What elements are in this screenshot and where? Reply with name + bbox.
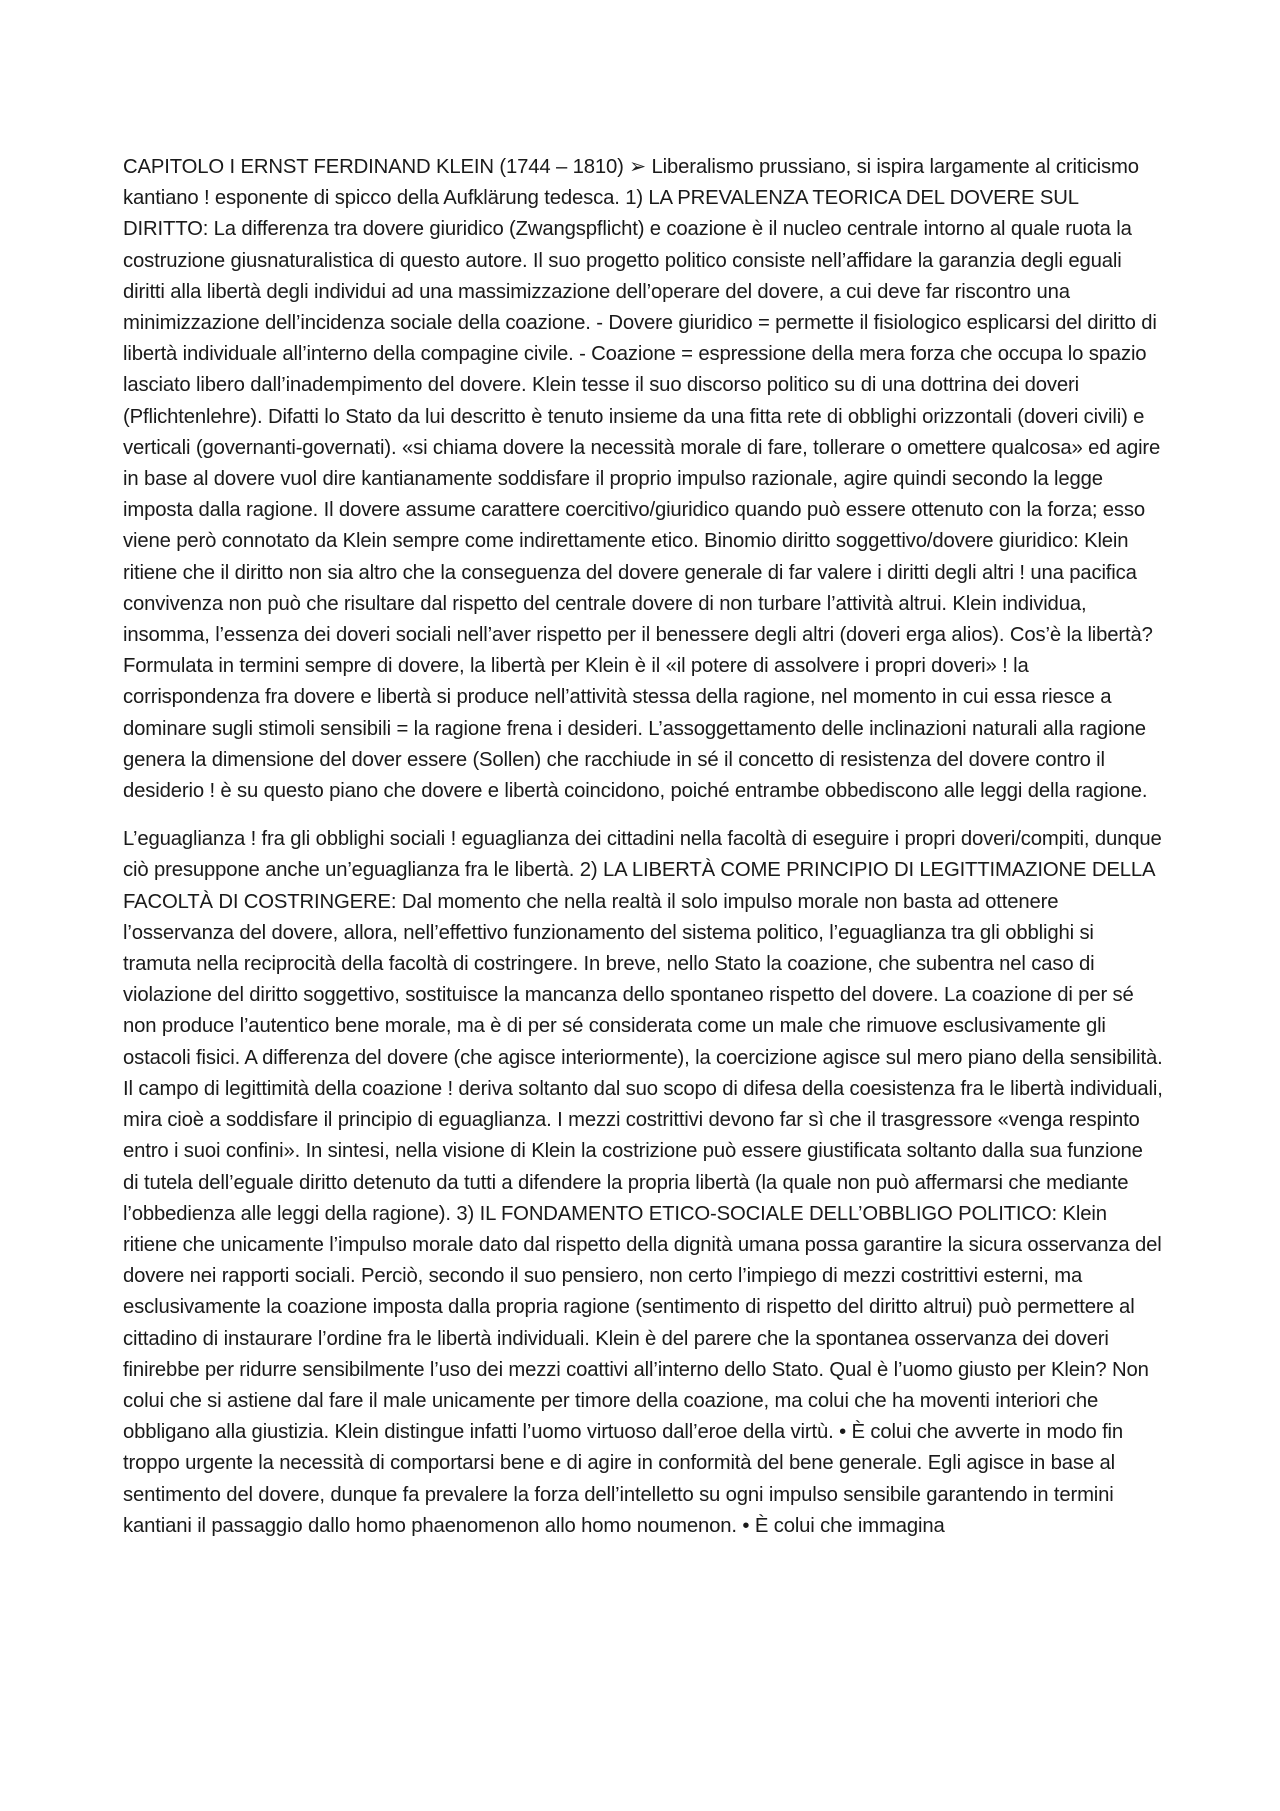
paragraph-1: CAPITOLO I ERNST FERDINAND KLEIN (1744 – 1810) ➢ Liberalismo prussiano, si ispira largamente al criticismo kantiano ! esponente di spicco della Aufklärung tedesca. 1) LA PREVALENZA TEORICA DEL DOVERE SUL DIRITTO: La differenza tra dovere giuridico (Zwangspflicht) e coazione è il nucleo centrale intorno al quale ruota la costruzione giusnaturalistica di questo autore. Il suo progetto politico consiste nell’affidare la garanzia degli eguali diritti alla libertà degli individui ad una massimizzazione dell’operare del dovere, a cui deve far riscontro una minimizzazione dell’incidenza sociale della coazione. - Dovere giuridico = permette il fisiologico esplicarsi del diritto di libertà individuale all’interno della compagine civile. - Coazione = espressione della mera forza che occupa lo spazio lasciato libero dall’inadempimento del dovere. Klein tesse il suo discorso politico su di una dottrina dei doveri (Pflichtenlehre). Difatti lo Stato da lui descritto è tenuto insieme da una fitta rete di obblighi orizzontali (doveri civili) e verticali (governanti-governati). «si chiama dovere la necessità morale di fare, tollerare o omettere qualcosa» ed agire in base al dovere vuol dire kantianamente soddisfare il proprio impulso razionale, agire quindi secondo la legge imposta dalla ragione. Il dovere assume carattere coercitivo/giuridico quando può essere ottenuto con la forza; esso viene però connotato da Klein sempre come indirettamente etico. Binomio diritto soggettivo/dovere giuridico: Klein ritiene che il diritto non sia altro che la conseguenza del dovere generale di far valere i diritti degli altri ! una pacifica convivenza non può che risultare dal rispetto del centrale dovere di non turbare l’attività altrui. Klein individua, insomma, l’essenza dei doveri sociali nell’aver rispetto per il benessere degli altri (doveri erga alios). Cos’è la libertà? Formulata in termini sempre di dovere, la libertà per Klein è il «il potere di assolvere i propri doveri» ! la corrispondenza fra dovere e libertà si produce nell’attività stessa della ragione, nel momento in cui essa riesce a dominare sugli stimoli sensibili = la ragione frena i desideri. L’assoggettamento delle inclinazioni naturali alla ragione genera la dimensione del dover essere (Sollen) che racchiude in sé il concetto di resistenza del dovere contro il desiderio ! è su questo piano che dovere e libertà coincidono, poiché entrambe obbediscono alle leggi della ragione. [123, 156, 1161, 803]
document-body [123, 152, 1163, 1542]
paragraph-2: L’eguaglianza ! fra gli obblighi sociali ! eguaglianza dei cittadini nella facoltà di eseguire i propri doveri/compiti, dunque ciò presuppone anche un’eguaglianza fra le libertà. 2) LA LIBERTÀ COME PRINCIPIO DI LEGITTIMAZIONE DELLA FACOLTÀ DI COSTRINGERE: Dal momento che nella realtà il solo impulso morale non basta ad ottenere l’osservanza del dovere, allora, nell’effettivo funzionamento del sistema politico, l’eguaglianza tra gli obblighi si tramuta nella reciprocità della facoltà di costringere. In breve, nello Stato la coazione, che subentra nel caso di violazione del diritto soggettivo, sostituisce la mancanza dello spontaneo rispetto del dovere. La coazione di per sé non produce l’autentico bene morale, ma è di per sé considerata come un male che rimuove esclusivamente gli ostacoli fisici. A differenza del dovere (che agisce interiormente), la coercizione agisce sul mero piano della sensibilità. Il campo di legittimità della coazione ! deriva soltanto dal suo scopo di difesa della coesistenza fra le libertà individuali, mira cioè a soddisfare il principio di eguaglianza. I mezzi costrittivi devono far sì che il trasgressore «venga respinto entro i suoi confini». In sintesi, nella visione di Klein la costrizione può essere giustificata soltanto dalla sua funzione di tutela dell’eguale diritto detenuto da tutti a difendere la propria libertà (la quale non può affermarsi che mediante l’obbedienza alle leggi della ragione). 3) IL FONDAMENTO ETICO-SOCIALE DELL’OBBLIGO POLITICO: Klein ritiene che unicamente l’impulso morale dato dal rispetto della dignità umana possa garantire la sicura osservanza del dovere nei rapporti sociali. Perciò, secondo il suo pensiero, non certo l’impiego di mezzi costrittivi esterni, ma esclusivamente la coazione imposta dalla propria ragione (sentimento di rispetto del diritto altrui) può permettere al cittadino di instaurare l’ordine fra le libertà individuali. Klein è del parere che la spontanea osservanza dei doveri finirebbe per ridurre sensibilmente l’uso dei mezzi coattivi all’interno dello Stato. Qual è l’uomo giusto per Klein? Non colui che si astiene dal fare il male unicamente per timore della coazione, ma colui che ha moventi interiori che obbligano alla giustizia. Klein distingue infatti l’uomo virtuoso dall’eroe della virtù. • È colui che avverte in modo fin troppo urgente la necessità di comportarsi bene e di agire in conformità del bene generale. Egli agisce in base al sentimento del dovere, dunque fa prevalere la forza dell’intelletto su ogni impulso sensibile garantendo in termini kantiani il passaggio dallo homo phaenomenon allo homo noumenon. • È colui che immagina [123, 828, 1163, 1537]
